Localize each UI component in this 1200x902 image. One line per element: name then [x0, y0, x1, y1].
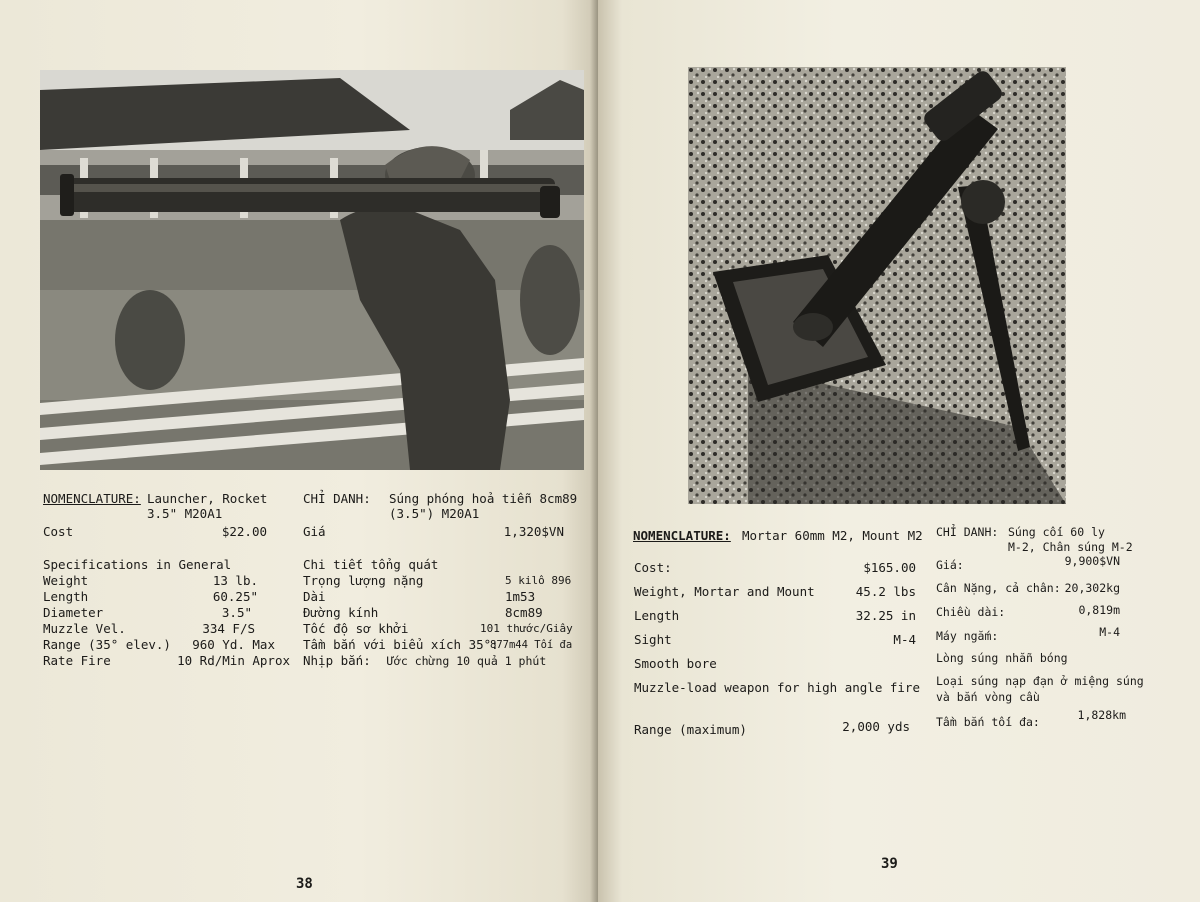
vn-name-model: M-2, Chân súng M-2 [1008, 540, 1133, 554]
cost-label: Cost: [634, 560, 672, 575]
vn-spec-label: Tầm bắn với biểu xích 35°: [303, 637, 499, 652]
sight-value: M-4 [893, 632, 916, 647]
vn-weight-label: Cân Nặng, cả chân: [936, 581, 1061, 595]
vn-cost-value: 9,900$VN [1064, 554, 1120, 568]
length-label: Length [634, 608, 680, 623]
nomenclature-value: Launcher, Rocket [147, 491, 268, 506]
muzzle-label: Muzzle-load weapon for high angle fire [634, 680, 920, 695]
vn-weight-value: 20,302kg [1064, 581, 1120, 595]
vn-spec-value: 877m44 Tối đa [490, 639, 573, 651]
vn-spec-value: 101 thước/Giây [480, 622, 573, 635]
weight-label: Weight, Mortar and Mount [634, 584, 815, 599]
vn-cost-label: Giá [303, 524, 326, 539]
cost-value: $165.00 [863, 560, 916, 575]
vn-name-value: Súng cối 60 ly [1008, 525, 1105, 539]
rocket-launcher-photo [40, 70, 584, 470]
page-number: 38 [296, 876, 313, 892]
vn-range-value: 1,828km [1077, 708, 1126, 722]
vn-spec-label: Nhịp bắn: [303, 653, 371, 668]
nomenclature-model: 3.5" M20A1 [147, 506, 223, 521]
vn-bore-label: Lòng súng nhẵn bóng [936, 651, 1068, 665]
vn-cost-label: Giá: [936, 558, 964, 572]
nomenclature-label: NOMENCLATURE: [43, 491, 141, 506]
vn-spec-label: Đường kính [303, 605, 379, 620]
bore-label: Smooth bore [634, 656, 717, 671]
left-page [0, 0, 598, 902]
spec-label: Range (35° elev.) [43, 637, 171, 652]
vn-cost-value: 1,320$VN [503, 524, 564, 539]
vn-spec-value: Ước chừng 10 quả 1 phút [387, 654, 547, 668]
spec-value: 60.25" [212, 589, 258, 604]
vn-spec-heading: Chi tiết tổng quát [303, 557, 439, 572]
vn-sight-value: M-4 [1099, 625, 1120, 639]
vn-name-model: (3.5") M20A1 [389, 506, 480, 521]
page-number: 39 [881, 856, 898, 872]
spec-value: 10 Rd/Min Aprox [177, 653, 290, 668]
nomenclature-value: Mortar 60mm M2, Mount M2 [742, 528, 923, 543]
vn-spec-label: Trọng lượng nặng [303, 573, 424, 588]
vn-muzzle-line2: và bắn vòng cầu [936, 690, 1040, 704]
vn-spec-value: 5 kilô 896 [505, 574, 572, 587]
right-page [598, 0, 1200, 902]
nomenclature-label: NOMENCLATURE: [633, 528, 731, 543]
vn-name-value: Súng phóng hoả tiễn 8cm89 [389, 491, 578, 506]
vn-name-label: CHỈ DANH: [936, 525, 999, 539]
spec-label: Muzzle Vel. [43, 621, 126, 636]
vn-sight-label: Máy ngắm: [936, 629, 999, 643]
spec-label: Rate Fire [43, 653, 111, 668]
vn-range-label: Tầm bắn tối đa: [936, 715, 1040, 729]
vn-muzzle-line1: Loại súng nạp đạn ở miệng súng [936, 674, 1144, 688]
spec-value: 334 F/S [202, 621, 255, 636]
vn-spec-value: 1m53 [505, 589, 536, 604]
weight-value: 45.2 lbs [855, 584, 916, 599]
spec-value: 3.5" [221, 605, 252, 620]
spec-label: Length [43, 589, 89, 604]
spec-value: 960 Yd. Max [192, 637, 275, 652]
sight-label: Sight [634, 632, 672, 647]
vn-length-label: Chiều dài: [936, 605, 1006, 619]
spec-heading: Specifications in General [43, 557, 232, 572]
cost-label: Cost [43, 524, 74, 539]
vn-spec-value: 8cm89 [505, 605, 543, 620]
spec-value: 13 lb. [212, 573, 258, 588]
spec-label: Diameter [43, 605, 104, 620]
vn-spec-label: Tốc độ sơ khởi [303, 621, 409, 636]
vn-length-value: 0,819m [1078, 603, 1120, 617]
range-label: Range (maximum) [634, 722, 747, 737]
mortar-photo [688, 67, 1066, 504]
vn-name-label: CHỈ DANH: [303, 491, 371, 506]
cost-value: $22.00 [221, 524, 267, 539]
vn-spec-label: Dài [303, 589, 326, 604]
length-value: 32.25 in [855, 608, 916, 623]
range-value: 2,000 yds [842, 719, 910, 734]
spec-label: Weight [43, 573, 89, 588]
